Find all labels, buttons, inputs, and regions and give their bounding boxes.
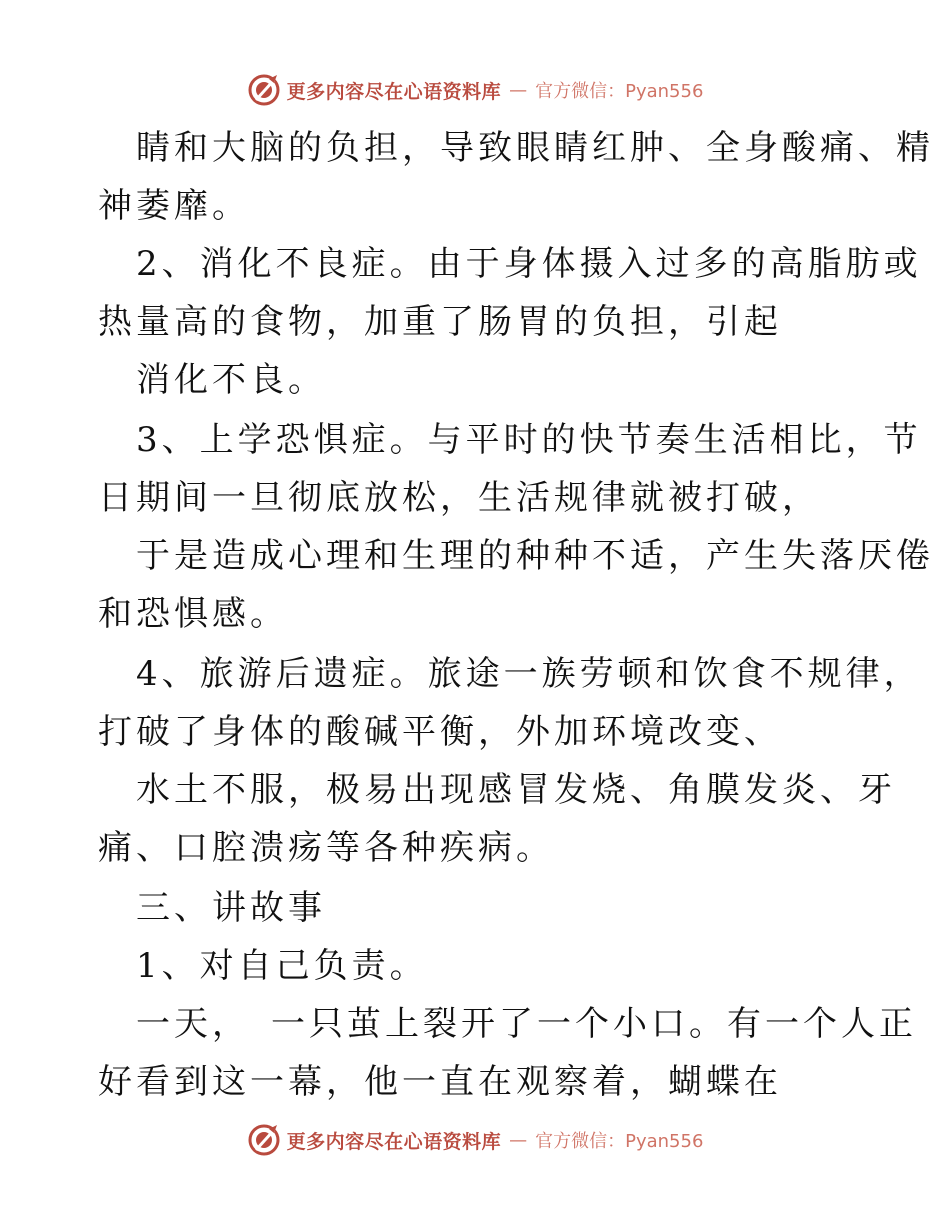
seal-logo-icon	[247, 73, 281, 107]
text-line: 日期间一旦彻底放松，生活规律就被打破，	[98, 478, 820, 518]
text-line: 睛和大脑的负担，导致眼睛红肿、全身酸痛、精	[136, 128, 934, 168]
seal-logo-icon	[247, 1123, 281, 1157]
watermark-site-text: 更多内容尽在心语资料库	[286, 80, 502, 103]
watermark-site-text: 更多内容尽在心语资料库	[286, 1130, 502, 1153]
text-line: 打破了身体的酸碱平衡，外加环境改变、	[98, 712, 782, 752]
text-line: 3、上学恐惧症。与平时的快节奏生活相比，节	[136, 420, 922, 460]
text-line: 神萎靡。	[98, 186, 250, 226]
watermark-dash: —	[509, 1129, 528, 1151]
subsection-heading: 1、对自己负责。	[136, 946, 428, 986]
section-heading: 三、讲故事	[136, 888, 326, 928]
watermark-dash: —	[509, 79, 528, 101]
text-line: 消化不良。	[136, 360, 326, 400]
watermark-official-text: 官方微信：Pyan556	[535, 1131, 704, 1152]
watermark-footer	[0, 1120, 950, 1160]
text-line: 和恐惧感。	[98, 594, 288, 634]
watermark-official-text: 官方微信：Pyan556	[535, 81, 704, 102]
text-line: 2、消化不良症。由于身体摄入过多的高脂肪或	[136, 244, 922, 284]
text-line: 痛、口腔溃疡等各种疾病。	[98, 828, 554, 868]
watermark-header	[0, 70, 950, 110]
text-line: 水土不服，极易出现感冒发烧、角膜发炎、牙	[136, 770, 896, 810]
text-line: 于是造成心理和生理的种种不适，产生失落厌倦	[136, 536, 934, 576]
text-line: 4、旅游后遗症。旅途一族劳顿和饮食不规律，	[136, 654, 922, 694]
text-line: 热量高的食物，加重了肠胃的负担，引起	[98, 302, 782, 342]
text-line: 好看到这一幕，他一直在观察着，蝴蝶在	[98, 1062, 782, 1102]
text-line: 一天， 一只茧上裂开了一个小口。有一个人正	[136, 1004, 917, 1044]
